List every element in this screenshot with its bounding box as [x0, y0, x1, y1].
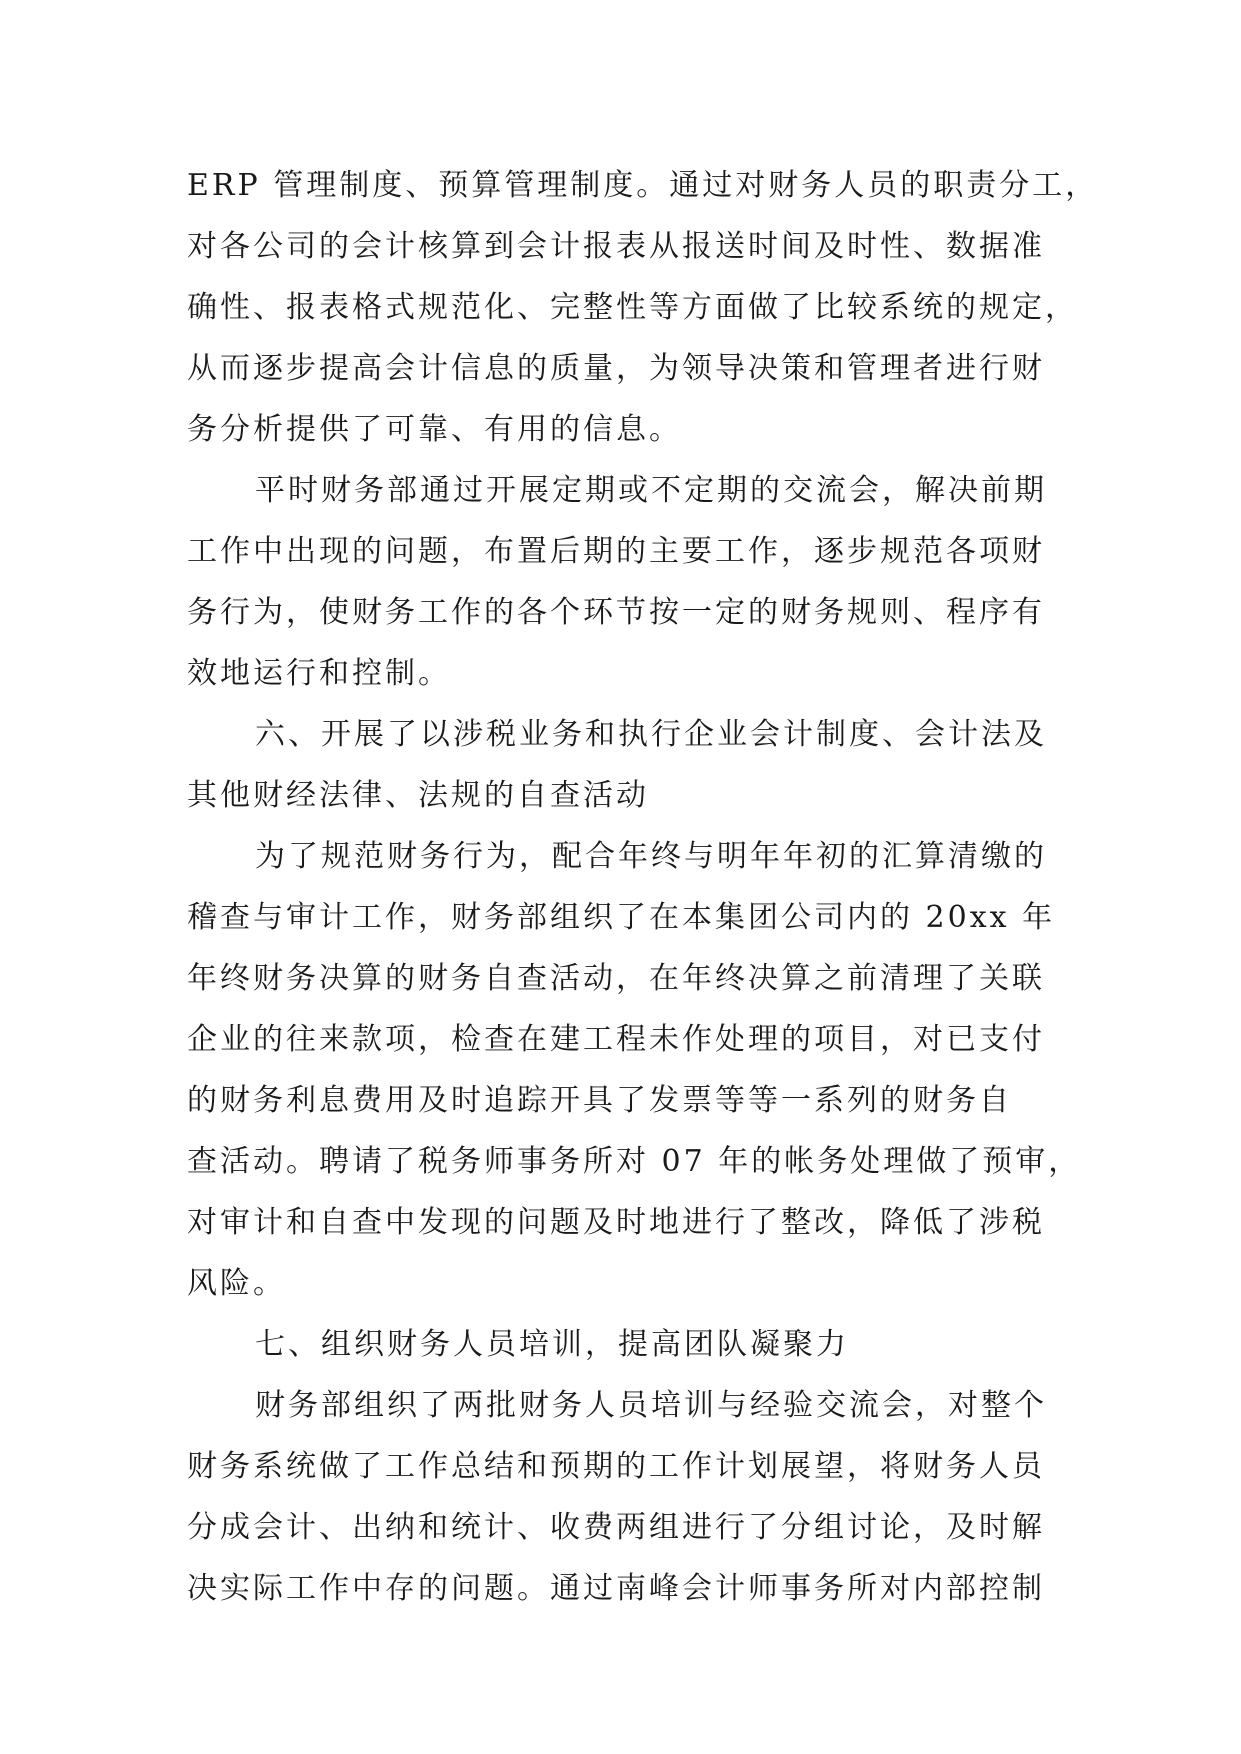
- text-line: 务行为，使财务工作的各个环节按一定的财务规则、程序有: [187, 595, 1045, 630]
- text-line: 对各公司的会计核算到会计报表从报送时间及时性、数据准: [187, 229, 1045, 264]
- text-line: 对审计和自查中发现的问题及时地进行了整改，降低了涉税: [187, 1205, 1045, 1240]
- text-line: ERP 管理制度、预算管理制度。通过对财务人员的职责分工，: [187, 168, 1099, 203]
- paragraph-start-line: 为了规范财务行为，配合年终与明年年初的汇算清缴的: [255, 839, 1047, 874]
- text-line: 企业的往来款项，检查在建工程未作处理的项目，对已支付: [187, 1022, 1045, 1057]
- document-body: [187, 155, 1099, 1619]
- paragraph-start-line: 财务部组织了两批财务人员培训与经验交流会，对整个: [255, 1388, 1047, 1423]
- text-line: 务分析提供了可靠、有用的信息。: [187, 412, 682, 447]
- text-line: 效地运行和控制。: [187, 656, 451, 691]
- text-line: 的财务利息费用及时追踪开具了发票等等一系列的财务自: [187, 1083, 1012, 1118]
- text-line: 决实际工作中存的问题。通过南峰会计师事务所对内部控制: [187, 1571, 1045, 1606]
- section-heading-line: 其他财经法律、法规的自查活动: [187, 778, 649, 813]
- text-line: 分成会计、出纳和统计、收费两组进行了分组讨论，及时解: [187, 1510, 1045, 1545]
- text-line: 风险。: [187, 1266, 286, 1301]
- text-line: 年终财务决算的财务自查活动，在年终决算之前清理了关联: [187, 961, 1045, 996]
- text-line: 财务系统做了工作总结和预期的工作计划展望，将财务人员: [187, 1449, 1045, 1484]
- section-heading-line: 七、组织财务人员培训，提高团队凝聚力: [255, 1327, 849, 1362]
- text-line: 确性、报表格式规范化、完整性等方面做了比较系统的规定，: [187, 290, 1078, 325]
- text-line: 稽查与审计工作，财务部组织了在本集团公司内的 20xx 年: [187, 900, 1056, 935]
- paragraph-start-line: 平时财务部通过开展定期或不定期的交流会，解决前期: [255, 473, 1047, 508]
- section-heading-line: 六、开展了以涉税业务和执行企业会计制度、会计法及: [255, 717, 1047, 752]
- text-line: 工作中出现的问题，布置后期的主要工作，逐步规范各项财: [187, 534, 1045, 569]
- text-line: 从而逐步提高会计信息的质量，为领导决策和管理者进行财: [187, 351, 1045, 386]
- text-line: 查活动。聘请了税务师事务所对 07 年的帐务处理做了预审，: [187, 1144, 1082, 1179]
